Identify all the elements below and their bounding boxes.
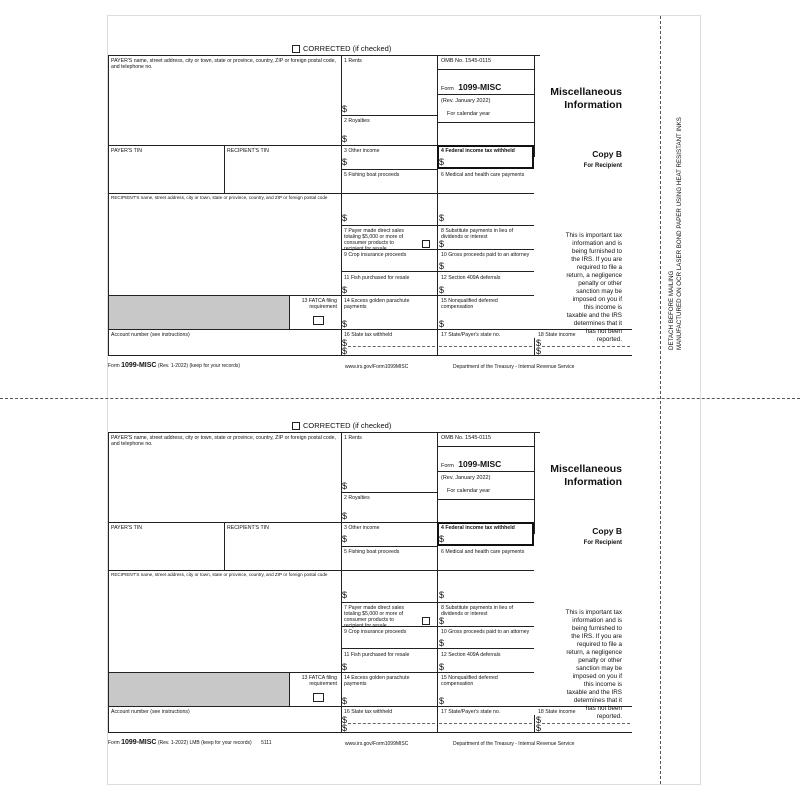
box6-dollar: $ [439,213,445,223]
box14-label: 14 Excess golden parachute payments [344,675,410,688]
payer-tin-label: PAYER'S TIN [111,148,142,154]
notice-line: being furnished to [571,247,622,255]
box5-fishing-field[interactable] [348,180,435,223]
box15-nqdc-field[interactable] [446,689,531,705]
box1-dollar: $ [342,481,348,491]
corrected-label: CORRECTED (if checked) [303,421,392,430]
box16-state-tax-field[interactable] [348,338,435,354]
box14-dollar: $ [342,696,348,706]
form-prefix: Form [441,463,454,469]
notice-line: This is important tax [565,232,622,239]
box7-label: 7 Payer made direct sales totaling $5,000 or more of consumer products to recipient for resale [344,605,404,630]
box4-dollar: $ [439,157,445,167]
footer-keep: (keep for your records) [189,363,241,369]
notice-line: determines that it [573,696,622,704]
fatca-label: 13 FATCA filing requirement [301,675,337,688]
horizontal-cut-line [0,398,800,399]
notice-line: has not been [585,704,622,712]
box14-parachute-field[interactable] [348,312,435,328]
footer-dept: Department of the Treasury - Internal Revenue Service [453,741,575,747]
account-label: Account number (see instructions) [111,332,190,338]
box18-dollar-b: $ [536,346,542,356]
box16-label: 16 State tax withheld [344,332,393,338]
omb-number: OMB No. 1545-0115 [441,435,492,441]
box4-fed-tax-field[interactable] [446,155,531,167]
box5-label: 5 Fishing boat proceeds [344,172,400,178]
box1-label: 1 Rents [344,435,362,441]
box6-medical-field[interactable] [446,188,531,223]
box5-label: 5 Fishing boat proceeds [344,549,400,555]
recipient-tin-label: RECIPIENT'S TIN [227,525,269,531]
box14-parachute-field[interactable] [348,689,435,705]
box9-label: 9 Crop insurance proceeds [344,629,407,635]
box4-label: 4 Federal income tax withheld [441,148,515,154]
box12-label: 12 Section 409A deferrals [441,275,501,281]
footer-form: Form [108,740,120,746]
title-line1: Miscellaneous [550,463,622,475]
box17-state-no-field[interactable] [439,338,532,354]
copy-label: Copy B [592,526,622,536]
footer-keep: (keep for your records) [201,740,252,746]
footer-rev: (Rev. 1-2022) [157,740,189,746]
box3-dollar: $ [342,157,348,167]
form-1099-misc-copy [108,421,632,767]
notice-line: return, a negligence [566,271,622,279]
vertical-cut-line [660,16,661,784]
box10-label: 10 Gross proceeds paid to an attorney [441,252,530,258]
box15-dollar: $ [439,696,445,706]
form-name: 1099-MISC [458,459,502,469]
box17-label: 17 State/Payer's state no. [441,332,501,338]
box1-rents-field[interactable] [348,443,435,489]
box9-crop-field[interactable] [348,636,435,646]
box5-dollar: $ [342,213,348,223]
notice-line: information and is [572,616,622,624]
notice-line: imposed on you if [572,672,622,680]
notice-line: reported. [596,335,622,343]
title-line2: Information [564,475,622,488]
notice-line: taxable and the IRS [566,688,622,696]
payer-tin-field[interactable] [110,156,222,190]
box7-checkbox[interactable] [422,240,430,248]
box10-attorney-field[interactable] [446,262,531,270]
box4-dollar: $ [439,534,445,544]
recipient-info-label: RECIPIENT'S name, street address, city or town, state or province, country, and ZIP or foreign postal code [111,572,328,577]
box3-dollar: $ [342,534,348,544]
box15-label: 15 Nonqualified deferred compensation [441,675,498,688]
box18-dollar-a: $ [536,338,542,348]
footer-form-name: 1099-MISC [121,739,157,746]
revision: (Rev. January 2022) [441,475,491,481]
recipient-tin-field[interactable] [226,533,339,567]
recipient-info-label: RECIPIENT'S name, street address, city or town, state or province, country, and ZIP or foreign postal code [111,195,328,200]
account-label: Account number (see instructions) [111,709,190,715]
box18-label: 18 State income [538,332,576,338]
box15-label: 15 Nonqualified deferred compensation [441,298,498,311]
footer-form: Form [108,363,120,369]
payer-tin-label: PAYER'S TIN [111,525,142,531]
notice-text [530,232,622,344]
footer-url: www.irs.gov/Form1099MISC [345,364,409,370]
box16-label: 16 State tax withheld [344,709,393,715]
box10-attorney-field[interactable] [446,639,531,647]
notice-line: the IRS. If you are [571,255,622,263]
footer-url: www.irs.gov/Form1099MISC [345,741,409,747]
corrected-label: CORRECTED (if checked) [303,44,392,53]
notice-line: this income is [583,303,622,311]
box5-dollar: $ [342,590,348,600]
box6-label: 6 Medical and health care payments [441,549,525,555]
box11-label: 11 Fish purchased for resale [344,652,410,658]
box8-label: 8 Substitute payments in lieu of dividends or interest [441,605,514,618]
box11-dollar: $ [342,662,348,672]
for-recipient: For Recipient [583,163,622,169]
box12-dollar: $ [439,285,445,295]
omb-number: OMB No. 1545-0115 [441,58,492,64]
manufactured-line: MANUFACTURED ON OCR LASER BOND PAPER USING HEAT RESISTANT INKS [676,117,684,350]
footer-code: 5111 [261,740,272,746]
box9-crop-field[interactable] [348,259,435,269]
account-field[interactable] [110,717,339,731]
notice-line: penalty or other [578,279,622,287]
box12-label: 12 Section 409A deferrals [441,652,501,658]
payer-info-label: PAYER'S name, street address, city or town, state or province, country, ZIP or foreign postal code, and telephone no. [111,435,336,448]
box9-label: 9 Crop insurance proceeds [344,252,407,258]
form-1099-misc-copy [108,44,632,390]
notice-line: has not been [585,327,622,335]
notice-line: sanction may be [576,664,622,672]
box3-label: 3 Other income [344,525,380,531]
box8-dollar: $ [439,616,445,626]
box17-state-no-field[interactable] [439,715,532,731]
recipient-tin-label: RECIPIENT'S TIN [227,148,269,154]
box14-dollar: $ [342,319,348,329]
footer-lmb: LMB [189,740,200,746]
box4-fed-tax-field[interactable] [446,532,531,544]
box3-label: 3 Other income [344,148,380,154]
recipient-tin-field[interactable] [226,156,339,190]
box2-label: 2 Royalties [344,495,370,501]
notice-line: sanction may be [576,287,622,295]
box5-fishing-field[interactable] [348,557,435,600]
box10-dollar: $ [439,638,445,648]
box11-fish-field[interactable] [348,659,435,671]
box6-label: 6 Medical and health care payments [441,172,525,178]
box18-label: 18 State income [538,709,576,715]
box6-dollar: $ [439,590,445,600]
footer-dept: Department of the Treasury - Internal Revenue Service [453,364,575,370]
notice-line: this income is [583,680,622,688]
box7-checkbox[interactable] [422,617,430,625]
corrected-checkbox[interactable] [292,45,300,53]
box16-dollar-a: $ [342,338,348,348]
shaded-area [109,673,289,706]
box16-dollar-a: $ [342,715,348,725]
detach-line: DETACH BEFORE MAILING [668,270,675,350]
payer-info-label: PAYER'S name, street address, city or town, state or province, country, ZIP or foreign postal code, and telephone no. [111,58,336,71]
box10-dollar: $ [439,261,445,271]
calendar-year-label: For calendar year [447,488,491,494]
notice-line: being furnished to [571,624,622,632]
footer-form-name: 1099-MISC [121,362,157,369]
fatca-checkbox[interactable] [313,316,324,325]
box18-dollar-a: $ [536,715,542,725]
notice-line: taxable and the IRS [566,311,622,319]
box14-label: 14 Excess golden parachute payments [344,298,410,311]
footer-rev: (Rev. 1-2022) [157,363,189,369]
form-number [441,77,501,95]
box1-dollar: $ [342,104,348,114]
notice-line: the IRS. If you are [571,632,622,640]
box18-dollar-b: $ [536,723,542,733]
box8-dollar: $ [439,239,445,249]
box12-409a-field[interactable] [446,282,531,294]
form-title [550,86,622,111]
calendar-year-field[interactable] [448,501,530,519]
form-footer [108,739,271,746]
box11-dollar: $ [342,285,348,295]
box6-medical-field[interactable] [446,565,531,600]
box1-rents-field[interactable] [348,66,435,112]
notice-line: return, a negligence [566,648,622,656]
box3-other-income-field[interactable] [348,532,435,545]
box1-label: 1 Rents [344,58,362,64]
payer-tin-field[interactable] [110,533,222,567]
calendar-year-label: For calendar year [447,111,491,117]
form-footer [108,362,240,369]
box15-dollar: $ [439,319,445,329]
notice-line: information and is [572,239,622,247]
box10-label: 10 Gross proceeds paid to an attorney [441,629,530,635]
box8-substitute-field[interactable] [446,617,531,625]
detach-text [668,30,684,350]
box2-dollar: $ [342,511,348,521]
recipient-info-field[interactable] [110,204,339,292]
notice-line: required to file a [576,263,622,271]
box16-dollar-b: $ [342,346,348,356]
box12-409a-field[interactable] [446,659,531,671]
box8-label: 8 Substitute payments in lieu of dividends or interest [441,228,514,241]
title-line1: Miscellaneous [550,86,622,98]
for-recipient: For Recipient [583,540,622,546]
revision: (Rev. January 2022) [441,98,491,104]
calendar-year-field[interactable] [448,124,530,142]
payer-info-field[interactable] [110,68,339,138]
box2-dollar: $ [342,134,348,144]
box11-label: 11 Fish purchased for resale [344,275,410,281]
fatca-checkbox[interactable] [313,693,324,702]
box2-royalties-field[interactable] [348,126,435,143]
payer-info-field[interactable] [110,445,339,515]
title-line2: Information [564,98,622,111]
box11-fish-field[interactable] [348,282,435,294]
box16-dollar-b: $ [342,723,348,733]
box2-label: 2 Royalties [344,118,370,124]
box12-dollar: $ [439,662,445,672]
account-field[interactable] [110,340,339,354]
form-number [441,454,501,472]
form-prefix: Form [441,86,454,92]
notice-line: This is important tax [565,609,622,616]
notice-line: reported. [596,712,622,720]
box16-state-tax-field[interactable] [348,715,435,731]
copy-label: Copy B [592,149,622,159]
recipient-info-field[interactable] [110,581,339,669]
notice-line: penalty or other [578,656,622,664]
form-name: 1099-MISC [458,82,502,92]
box17-label: 17 State/Payer's state no. [441,709,501,715]
box4-label: 4 Federal income tax withheld [441,525,515,531]
box15-nqdc-field[interactable] [446,312,531,328]
notice-line: imposed on you if [572,295,622,303]
notice-line: determines that it [573,319,622,327]
box7-label: 7 Payer made direct sales totaling $5,000 or more of consumer products to recipient for resale [344,228,404,253]
box2-royalties-field[interactable] [348,503,435,520]
corrected-checkbox[interactable] [292,422,300,430]
notice-line: required to file a [576,640,622,648]
form-title [550,463,622,488]
box8-substitute-field[interactable] [446,240,531,248]
notice-text [530,609,622,721]
box3-other-income-field[interactable] [348,155,435,168]
fatca-label: 13 FATCA filing requirement [301,298,337,311]
shaded-area [109,296,289,329]
